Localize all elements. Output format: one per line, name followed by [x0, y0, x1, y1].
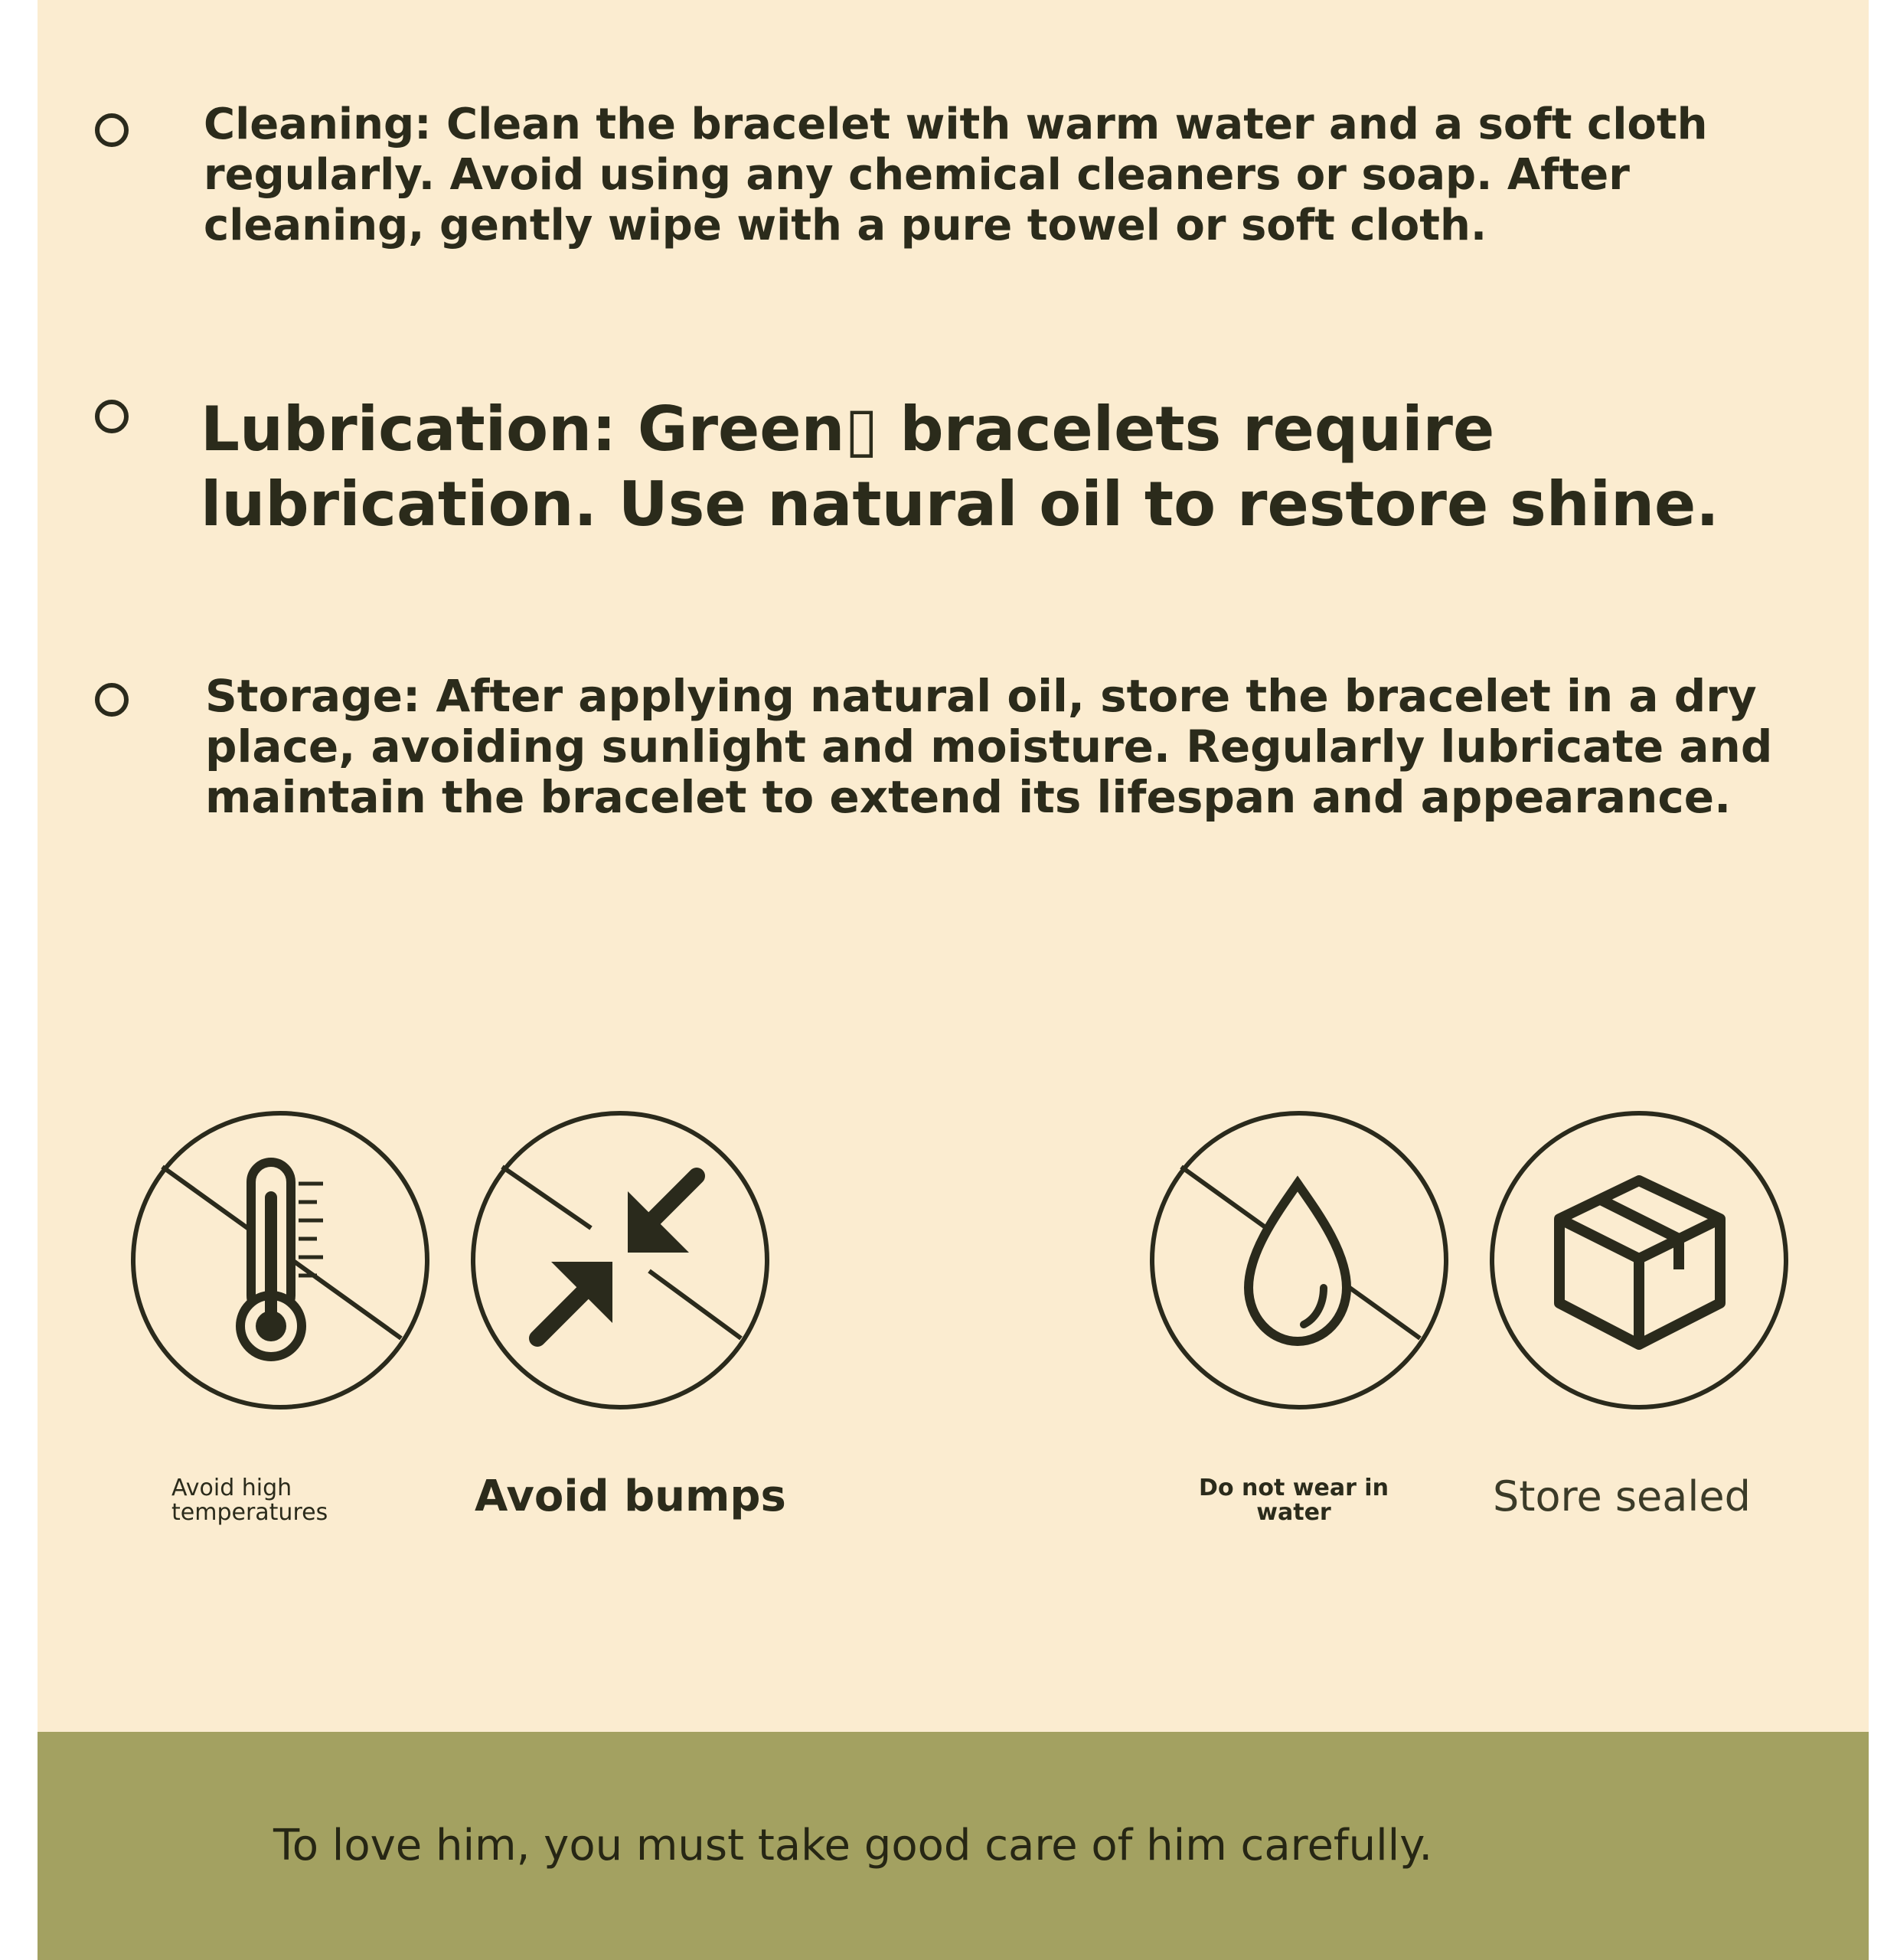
bullet-circle-lubrication	[95, 400, 129, 433]
text-line: Cleaning: Clean the bracelet with warm water and a soft cloth	[204, 100, 1708, 149]
lubrication-instruction	[201, 392, 1719, 542]
footer-slogan: To love him, you must take good care of him carefully.	[273, 1821, 1433, 1870]
text-line: lubrication. Use natural oil to restore shine.	[201, 469, 1719, 540]
text-line: Lubrication: Green▯ bracelets require	[201, 394, 1495, 465]
text-line: cleaning, gently wipe with a pure towel or soft cloth.	[204, 201, 1487, 250]
text-line: Store sealed	[1493, 1472, 1751, 1521]
water-drop-icon	[1146, 1107, 1452, 1413]
icon-label-avoid-bumps	[475, 1473, 786, 1521]
icon-label-do-not-wear-in-water	[1179, 1476, 1409, 1525]
thermometer-icon	[127, 1107, 433, 1413]
storage-instruction	[205, 671, 1772, 822]
bump-arrows-icon	[467, 1107, 773, 1413]
box-icon	[1486, 1107, 1792, 1413]
bullet-circle-cleaning	[95, 113, 129, 147]
cleaning-instruction	[204, 100, 1708, 251]
text-line: Avoid high	[171, 1475, 292, 1501]
text-line: temperatures	[171, 1499, 328, 1526]
text-line: place, avoiding sunlight and moisture. Regularly lubricate and	[205, 720, 1773, 773]
bullet-circle-storage	[95, 683, 129, 717]
icon-label-store-sealed	[1493, 1473, 1751, 1521]
text-line: water	[1256, 1499, 1331, 1526]
icon-label-avoid-high-temperatures	[171, 1476, 328, 1525]
text-line: maintain the bracelet to extend its lifespan and appearance.	[205, 771, 1732, 823]
text-line: Do not wear in	[1199, 1475, 1389, 1501]
text-line: Storage: After applying natural oil, store the bracelet in a dry	[205, 670, 1757, 722]
text-line: regularly. Avoid using any chemical cleaners or soap. After	[204, 150, 1630, 200]
care-panel	[38, 0, 1869, 1960]
text-line: Avoid bumps	[475, 1472, 786, 1521]
